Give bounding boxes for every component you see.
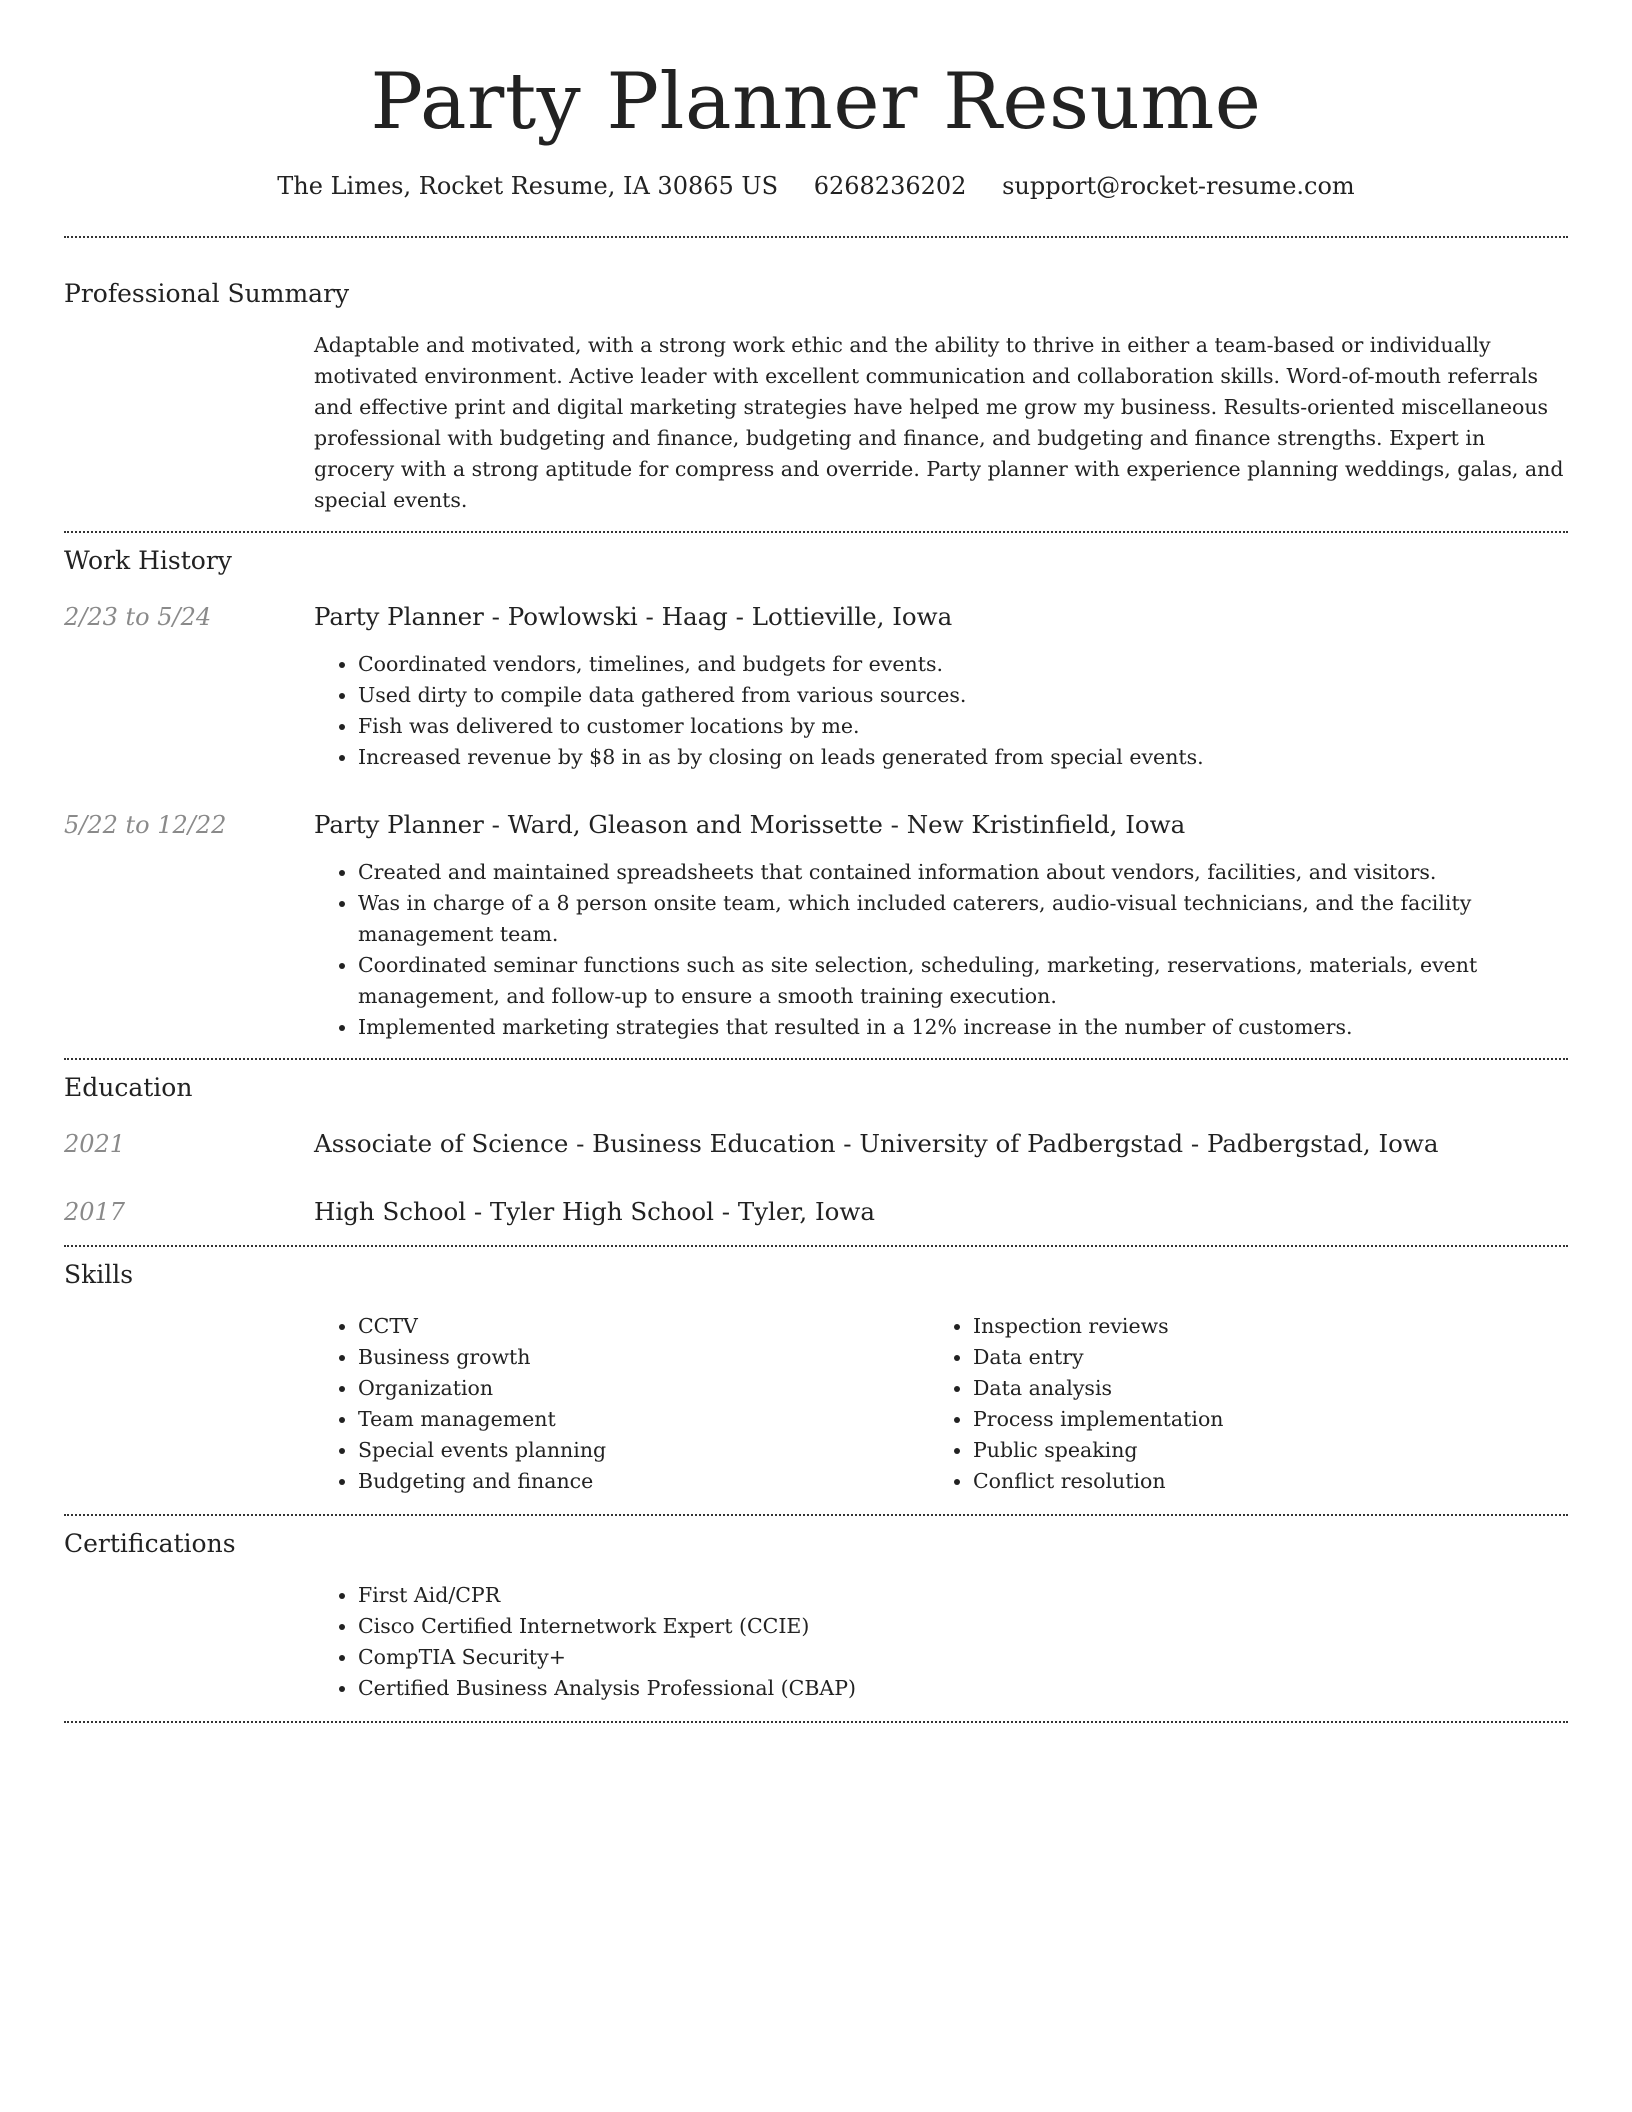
divider (64, 1245, 1568, 1247)
list-item: • Coordinated seminar functions such as site selection, scheduling, marketing, reservations, materials, event management, and follow-up to ensure a smooth training execution. (358, 950, 1568, 1012)
certifications-spacer (64, 1580, 314, 1704)
contact-phone: 6268236202 (813, 172, 967, 200)
job-dates: 2/23 to 5/24 (64, 603, 212, 631)
list-item: • Was in charge of a 8 person onsite team, which included caterers, audio-visual technicians, and the facility management team. (358, 888, 1568, 950)
job-dates: 5/22 to 12/22 (64, 811, 227, 839)
divider (64, 236, 1568, 238)
list-item: • Organization (358, 1373, 929, 1404)
list-item: • First Aid/CPR (358, 1580, 1568, 1611)
summary-spacer (64, 330, 314, 516)
job-entry (64, 809, 1568, 1043)
section-heading-certifications: Certifications (64, 1529, 236, 1558)
page-title: Party Planner Resume (370, 57, 1262, 147)
list-item: • Increased revenue by $8 in as by closing on leads generated from special events. (358, 742, 1568, 773)
skills-row (64, 1311, 1568, 1497)
list-item: • CompTIA Security+ (358, 1642, 1568, 1673)
education-year: 2021 (64, 1130, 126, 1158)
list-item: • Process implementation (973, 1404, 1544, 1435)
list-item: • Business growth (358, 1342, 929, 1373)
summary-text: Adaptable and motivated, with a strong work ethic and the ability to thrive in either a team-based or individually motivated environment. Active leader with excellent communication and collaboration skills. Word-of-mouth referrals and effective print and digital marketing strategies have helped me grow my business. Results-oriented miscellaneous professional with budgeting and finance, budgeting and finance, and budgeting and finance strengths. Expert in grocery with a strong aptitude for compress and override. Party planner with experience planning weddings, galas, and special events. (314, 333, 1564, 512)
certifications-list (314, 1580, 1568, 1704)
skills-body (314, 1311, 1568, 1497)
list-item: • Team management (358, 1404, 929, 1435)
section-heading-work: Work History (64, 546, 232, 575)
list-item: • Data entry (973, 1342, 1544, 1373)
section-heading-education: Education (64, 1073, 193, 1102)
job-bullets (314, 649, 1568, 773)
divider (64, 1058, 1568, 1060)
education-year: 2017 (64, 1198, 126, 1226)
list-item: • Fish was delivered to customer locations by me. (358, 711, 1568, 742)
job-title: Party Planner - Powlowski - Haag - Lottieville, Iowa (314, 602, 953, 631)
list-item: • Cisco Certified Internetwork Expert (CCIE) (358, 1611, 1568, 1642)
list-item: • Public speaking (973, 1435, 1544, 1466)
list-item: • Budgeting and finance (358, 1466, 929, 1497)
summary-row (64, 330, 1568, 516)
list-item: • Created and maintained spreadsheets that contained information about vendors, facilities, and visitors. (358, 857, 1568, 888)
certifications-row (64, 1580, 1568, 1704)
contact-line (64, 170, 1568, 202)
job-entry (64, 601, 1568, 773)
section-heading-skills: Skills (64, 1260, 134, 1289)
list-item: • Data analysis (973, 1373, 1544, 1404)
contact-email: support@rocket-resume.com (1002, 172, 1355, 200)
list-item: • Used dirty to compile data gathered from various sources. (358, 680, 1568, 711)
list-item: • Coordinated vendors, timelines, and budgets for events. (358, 649, 1568, 680)
education-title: High School - Tyler High School - Tyler, Iowa (314, 1197, 875, 1226)
divider (64, 1721, 1568, 1723)
job-body (314, 809, 1568, 1043)
skills-list-right (929, 1311, 1544, 1497)
divider (64, 531, 1568, 533)
list-item: • CCTV (358, 1311, 929, 1342)
section-heading-summary: Professional Summary (64, 279, 350, 308)
divider (64, 1514, 1568, 1516)
job-title: Party Planner - Ward, Gleason and Morissette - New Kristinfield, Iowa (314, 810, 1186, 839)
certifications-body (314, 1580, 1568, 1704)
list-item: • Certified Business Analysis Professional (CBAP) (358, 1673, 1568, 1704)
job-bullets (314, 857, 1568, 1043)
education-body (314, 1128, 1568, 1160)
list-item: • Implemented marketing strategies that resulted in a 12% increase in the number of customers. (358, 1012, 1568, 1043)
list-item: • Special events planning (358, 1435, 929, 1466)
list-item: • Conflict resolution (973, 1466, 1544, 1497)
job-body (314, 601, 1568, 773)
education-entry (64, 1128, 1568, 1160)
skills-grid (314, 1311, 1568, 1497)
resume-page (64, 0, 1568, 1723)
summary-body (314, 330, 1568, 516)
skills-list-left (314, 1311, 929, 1497)
education-body (314, 1196, 1568, 1228)
skills-spacer (64, 1311, 314, 1497)
list-item: • Inspection reviews (973, 1311, 1544, 1342)
education-entry (64, 1196, 1568, 1228)
contact-address: The Limes, Rocket Resume, IA 30865 US (277, 172, 779, 200)
education-title: Associate of Science - Business Education - University of Padbergstad - Padbergstad, Iowa (314, 1129, 1439, 1158)
